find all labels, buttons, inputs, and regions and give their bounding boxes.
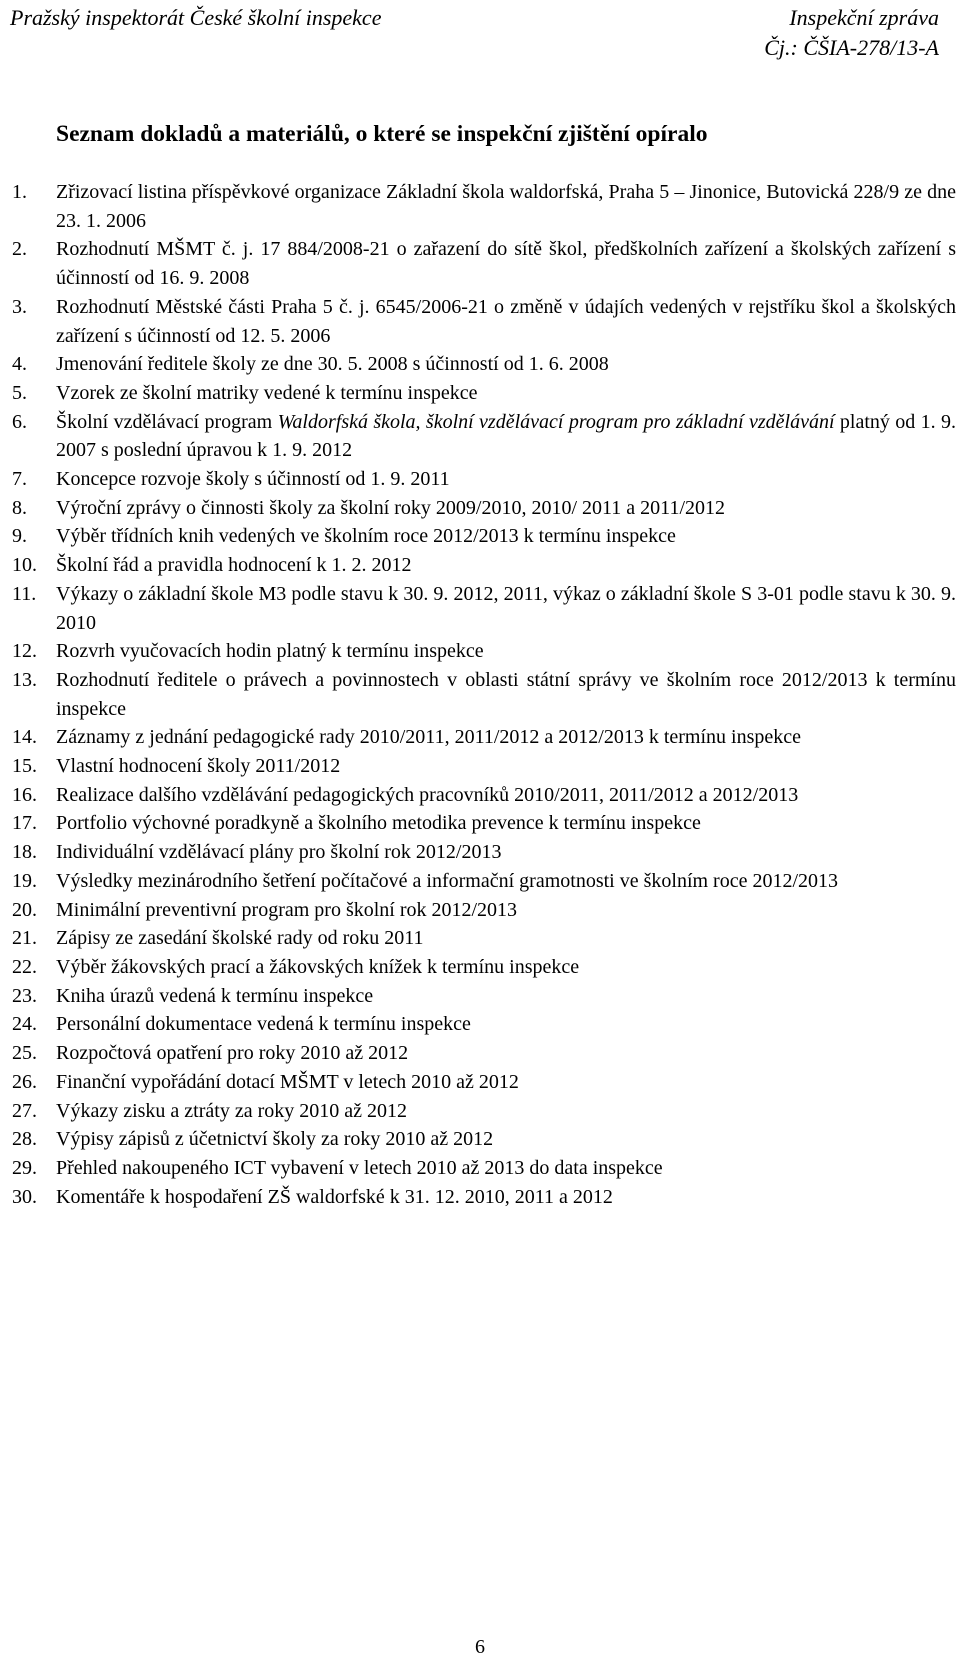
list-item <box>12 666 956 723</box>
item-number: 18. <box>12 841 37 864</box>
item-text: Vzorek ze školní matriky vedené k termínu inspekce <box>56 381 478 404</box>
item-number: 11. <box>12 582 37 605</box>
item-text: Minimální preventivní program pro školní rok 2012/2013 <box>56 898 518 921</box>
list-item <box>12 494 956 523</box>
item-number: 7. <box>12 468 27 491</box>
item-number: 22. <box>12 955 37 978</box>
list-item <box>12 1039 956 1068</box>
item-text: Přehled nakoupeného ICT vybavení v letech 2010 až 2013 do data inspekce <box>56 1156 663 1179</box>
header-organization: Pražský inspektorát České školní inspekce <box>10 5 382 30</box>
item-number: 16. <box>12 783 37 806</box>
item-text: Rozhodnutí MŠMT č. j. 17 884/2008-21 o zařazení do sítě škol, předškolních zařízení a školských zařízení s účinností od 16. 9. 2008 <box>56 238 956 290</box>
item-text: Personální dokumentace vedená k termínu inspekce <box>56 1013 471 1036</box>
list-item <box>12 1154 956 1183</box>
item-number: 27. <box>12 1099 37 1122</box>
list-item <box>12 580 956 637</box>
item-number: 26. <box>12 1070 37 1093</box>
item-text: Realizace dalšího vzdělávání pedagogických pracovníků 2010/2011, 2011/2012 a 2012/2013 <box>56 783 799 806</box>
documents-list <box>12 178 956 1211</box>
item-text: Výkazy o základní škole M3 podle stavu k 30. 9. 2012, 2011, výkaz o základní škole S 3-01 podle stavu k 30. 9. 2010 <box>56 582 956 634</box>
list-item <box>12 350 956 379</box>
list-item <box>12 809 956 838</box>
item-text: Rozhodnutí Městské části Praha 5 č. j. 6545/2006-21 o změně v údajích vedených v rejstříku škol a školských zařízení s účinností od 12. 5. 2006 <box>56 295 956 347</box>
item-number: 24. <box>12 1013 37 1036</box>
item-number: 25. <box>12 1042 37 1065</box>
header-report-info <box>764 3 939 63</box>
item-number: 8. <box>12 496 27 519</box>
list-item <box>12 465 956 494</box>
item-number: 3. <box>12 295 27 318</box>
list-item <box>12 293 956 350</box>
item-text: Koncepce rozvoje školy s účinností od 1. 9. 2011 <box>56 468 450 491</box>
item-text: Rozvrh vyučovacích hodin platný k termínu inspekce <box>56 640 484 663</box>
item-text: Výpisy zápisů z účetnictví školy za roky 2010 až 2012 <box>56 1128 494 1151</box>
list-item <box>12 1097 956 1126</box>
item-text: Výroční zprávy o činnosti školy za školní roky 2009/2010, 2010/ 2011 a 2011/2012 <box>56 496 725 519</box>
item-number: 20. <box>12 898 37 921</box>
header-reference-number: Čj.: ČŠIA-278/13-A <box>764 35 939 60</box>
list-item <box>12 551 956 580</box>
list-item <box>12 752 956 781</box>
list-item <box>12 522 956 551</box>
item-text: Komentáře k hospodaření ZŠ waldorfské k 31. 12. 2010, 2011 a 2012 <box>56 1185 613 1208</box>
list-item <box>12 838 956 867</box>
page-header <box>10 3 939 65</box>
item-text: Zřizovací listina příspěvkové organizace Základní škola waldorfská, Praha 5 – Jinonice, Butovická 228/9 ze dne 23. 1. 2006 <box>56 181 956 232</box>
list-item <box>12 379 956 408</box>
list-item <box>12 1068 956 1097</box>
item-number: 15. <box>12 755 37 778</box>
item-number: 28. <box>12 1128 37 1151</box>
item-number: 29. <box>12 1156 37 1179</box>
item-text-suffix: platný od 1. 9. 2007 s poslední úpravou k 1. 9. 2012 <box>56 410 956 462</box>
item-text: Individuální vzdělávací plány pro školní rok 2012/2013 <box>56 841 502 864</box>
item-number: 2. <box>12 238 27 261</box>
section-title: Seznam dokladů a materiálů, o které se inspekční zjištění opíralo <box>56 121 708 147</box>
list-item <box>12 867 956 896</box>
list-item <box>12 982 956 1011</box>
item-number: 21. <box>12 927 37 950</box>
item-number: 30. <box>12 1185 37 1208</box>
item-text-prefix: Školní vzdělávací program <box>56 410 278 433</box>
list-item <box>12 408 956 465</box>
list-item <box>12 953 956 982</box>
item-number: 10. <box>12 554 37 577</box>
item-number: 5. <box>12 381 27 404</box>
list-item <box>12 637 956 666</box>
list-item <box>12 896 956 925</box>
item-text: Rozpočtová opatření pro roky 2010 až 2012 <box>56 1042 409 1065</box>
item-text: Záznamy z jednání pedagogické rady 2010/2011, 2011/2012 a 2012/2013 k termínu inspekce <box>56 726 801 749</box>
page-number: 6 <box>475 1636 485 1658</box>
item-number: 14. <box>12 726 37 749</box>
item-number: 17. <box>12 812 37 835</box>
list-item <box>12 723 956 752</box>
item-text: Výkazy zisku a ztráty za roky 2010 až 2012 <box>56 1099 407 1122</box>
list-item <box>12 178 956 235</box>
item-text: Výsledky mezinárodního šetření počítačové a informační gramotnosti ve školním roce 2012/2013 <box>56 869 839 892</box>
item-text: Výběr třídních knih vedených ve školním roce 2012/2013 k termínu inspekce <box>56 525 676 548</box>
item-text: Portfolio výchovné poradkyně a školního metodika prevence k termínu inspekce <box>56 812 701 835</box>
item-text: Rozhodnutí ředitele o právech a povinnostech v oblasti státní správy ve školním roce 2012/2013 k termínu inspekce <box>56 668 956 720</box>
item-number: 1. <box>12 181 27 203</box>
item-text: Výběr žákovských prací a žákovských knížek k termínu inspekce <box>56 955 580 978</box>
item-text: Finanční vypořádání dotací MŠMT v letech 2010 až 2012 <box>56 1070 519 1093</box>
item-text-program-name: Waldorfská škola, školní vzdělávací program pro základní vzdělávání <box>277 410 835 433</box>
item-number: 6. <box>12 410 27 433</box>
item-text <box>56 408 956 465</box>
item-number: 12. <box>12 640 37 663</box>
item-text: Vlastní hodnocení školy 2011/2012 <box>56 755 341 778</box>
item-number: 23. <box>12 984 37 1007</box>
item-number: 4. <box>12 353 27 376</box>
item-number: 9. <box>12 525 27 548</box>
list-item <box>12 1183 956 1212</box>
list-item <box>12 781 956 810</box>
list-item <box>12 235 956 292</box>
item-text: Jmenování ředitele školy ze dne 30. 5. 2008 s účinností od 1. 6. 2008 <box>56 353 609 376</box>
item-text: Školní řád a pravidla hodnocení k 1. 2. 2012 <box>56 554 412 577</box>
list-item <box>12 1125 956 1154</box>
item-number: 13. <box>12 668 37 691</box>
header-report-type: Inspekční zpráva <box>789 5 939 30</box>
list-item <box>12 924 956 953</box>
item-text: Kniha úrazů vedená k termínu inspekce <box>56 984 374 1007</box>
item-text: Zápisy ze zasedání školské rady od roku 2011 <box>56 927 424 950</box>
item-number: 19. <box>12 869 37 892</box>
list-item <box>12 1010 956 1039</box>
